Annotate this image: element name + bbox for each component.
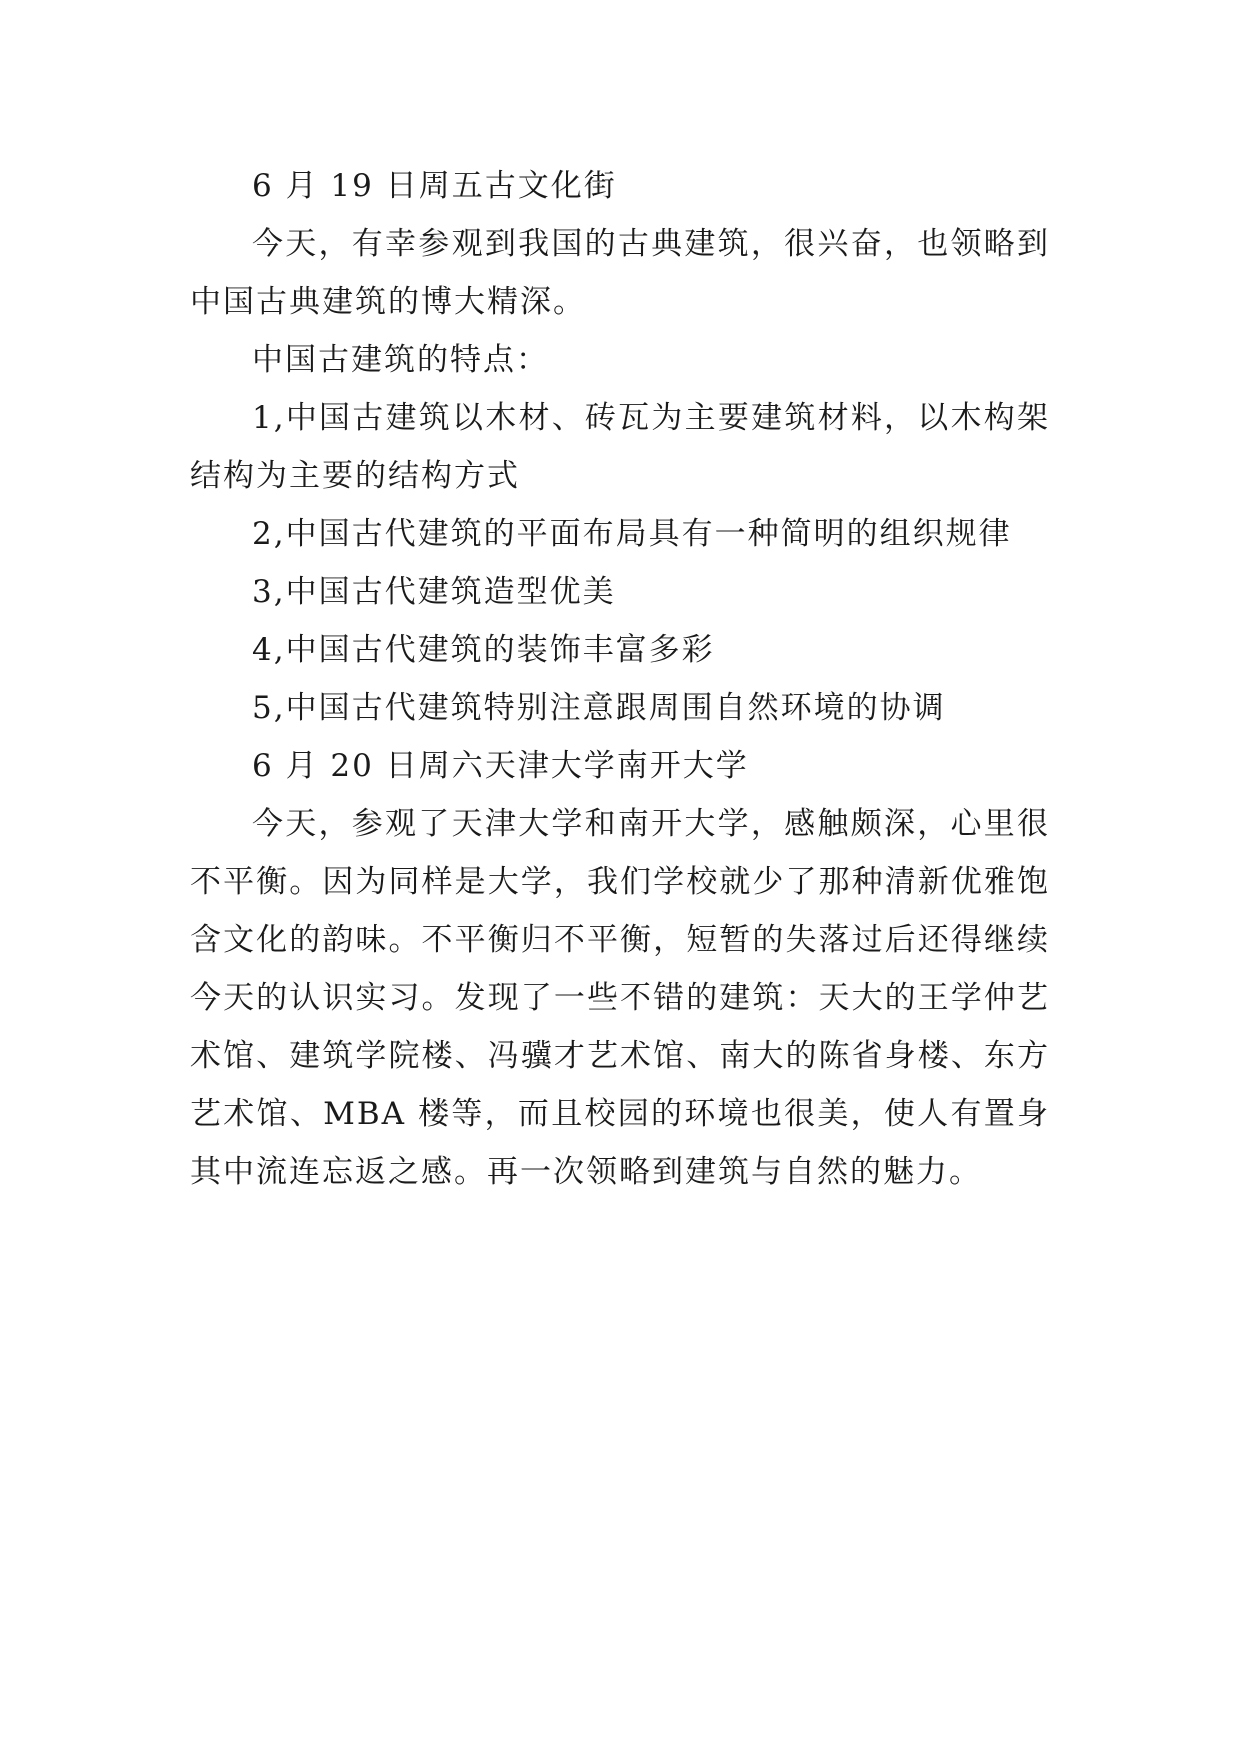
feature-item-4: 4,中国古代建筑的装饰丰富多彩 — [252, 632, 715, 668]
feature-item-5: 5,中国古代建筑特别注意跟周围自然环境的协调 — [252, 690, 946, 726]
date-heading-june-20: 6 月 20 日周六天津大学南开大学 — [252, 748, 749, 784]
paragraph-university-visit: 今天，参观了天津大学和南开大学，感触颇深，心里很不平衡。因为同样是大学，我们学校就少了那种清新优雅饱含文化的韵味。不平衡归不平衡，短暂的失落过后还得继续今天的认识实习。发现了一些不错的建筑：天大的王学仲艺术馆、建筑学院楼、冯骥才艺术馆、南大的陈省身楼、东方艺术馆、MBA 楼等，而且校园的环境也很美，使人有置身其中流连忘返之感。再一次领略到建筑与自然的魅力。 — [190, 806, 1050, 1190]
feature-item-2: 2,中国古代建筑的平面布局具有一种简明的组织规律 — [252, 516, 1012, 552]
feature-item-3: 3,中国古代建筑造型优美 — [252, 574, 616, 610]
date-heading-june-19: 6 月 19 日周五古文化街 — [252, 168, 617, 204]
feature-item-1: 1,中国古建筑以木材、砖瓦为主要建筑材料，以木构架结构为主要的结构方式 — [190, 400, 1050, 494]
document-body — [190, 157, 1050, 1201]
paragraph-intro-ancient-architecture: 今天，有幸参观到我国的古典建筑，很兴奋，也领略到中国古典建筑的博大精深。 — [190, 226, 1050, 320]
features-heading: 中国古建筑的特点： — [252, 342, 549, 378]
